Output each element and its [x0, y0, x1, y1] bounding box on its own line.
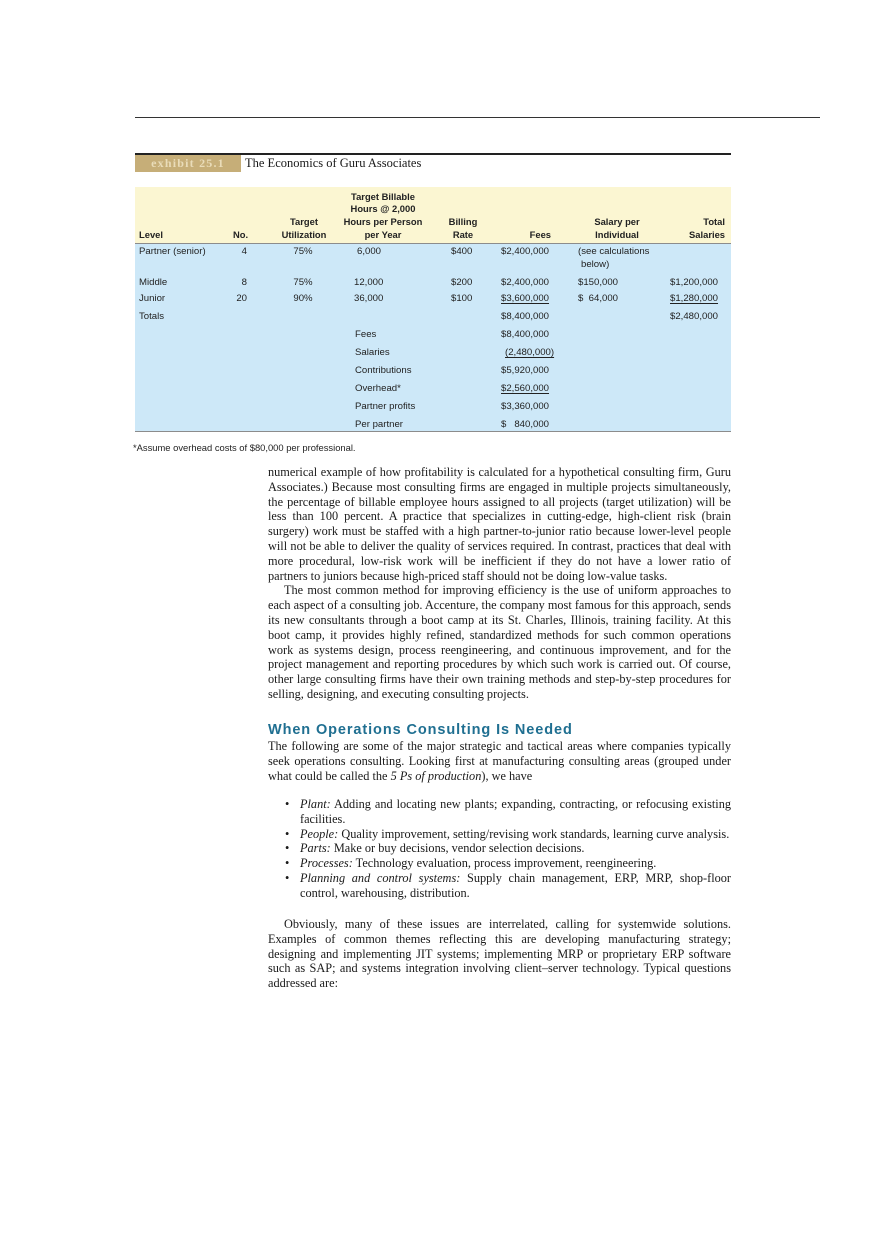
header-target-2: Utilization: [281, 229, 327, 240]
calc-fees-label: Fees: [355, 329, 377, 340]
row-partner-salary-2: below): [581, 259, 610, 270]
row-middle-level: Middle: [139, 277, 168, 288]
row-middle-no: 8: [241, 277, 247, 288]
header-rule: [135, 243, 731, 244]
table-header: [135, 187, 731, 243]
header-target-1: Target: [290, 216, 318, 227]
calc-fees-value: $8,400,000: [501, 329, 550, 340]
row-middle-rate: $200: [451, 277, 473, 288]
header-total-1: Total: [703, 216, 725, 227]
row-junior-util: 90%: [293, 293, 313, 304]
row-middle-salary: $150,000: [578, 277, 619, 288]
header-billing-1: Billing: [448, 216, 478, 227]
header-billable-3: Hours per Person: [343, 216, 423, 227]
row-middle-fees: $2,400,000: [501, 277, 550, 288]
paragraph-2: The most common method for improving efficiency is the use of uniform approaches to each aspect of a consulting job. Accenture, the company most famous for this approach, sends its new consultants through a boot camp at its St. Charles, Illinois, training facility. At this boot camp, it provides highly refined, standardized methods for such common operations work as systems design, process reengineering, and continuous improvement, and for the project management and reporting procedures by which such work is carried out. Of course, other large consulting firms have their own training methods and step-by-step procedures for selling, designing, and executing consulting projects.: [268, 583, 731, 701]
totals-fees: $8,400,000: [501, 311, 550, 322]
bullet-text: Make or buy decisions, vendor selection decisions.: [330, 841, 585, 856]
bullet-icon: •: [285, 841, 290, 856]
bullet-term: Planning and control systems:: [300, 870, 461, 885]
economics-table: [135, 187, 731, 432]
body-section-3: [268, 917, 731, 991]
bullet-term: People:: [300, 826, 339, 841]
calc-overhead-value: $2,560,000: [501, 383, 550, 394]
header-billable-1: Target Billable: [351, 191, 415, 202]
row-junior-fees: $3,600,000: [501, 293, 550, 304]
body-section-2: [268, 739, 731, 783]
list-item: [268, 797, 731, 827]
paragraph-3-text-b: ), we have: [481, 768, 533, 783]
exhibit-label: exhibit 25.1: [135, 155, 241, 172]
header-billable-2: Hours @ 2,000: [350, 203, 416, 214]
calc-partner-profits-label: Partner profits: [355, 401, 416, 412]
list-item: [268, 827, 731, 842]
header-fees: Fees: [529, 229, 551, 240]
paragraph-1: numerical example of how profitability is calculated for a hypothetical consulting firm, Guru Associates.) Because most consulting firms are engaged in multiple projects simultaneously, the percentage of billable employee hours assigned to all projects (target utilization) will be less than 100 percent. A practice that specializes in cutting-edge, high-client risk (brain surgery) work must be staffed with a high partner-to-junior ratio because lower-level people will not be able to deliver the quality of services required. In contrast, practices that deal with more procedural, low-risk work will be inefficient if they do not have a lower ratio of partners to juniors because high-priced staff should not be doing low-value tasks.: [268, 465, 731, 583]
bullet-text: Quality improvement, setting/revising work standards, learning curve analysis.: [338, 826, 730, 841]
row-partner-rate: $400: [451, 246, 473, 257]
totals-label: Totals: [139, 311, 165, 322]
table-bottom-rule: [135, 431, 731, 432]
totals-salaries: $2,480,000: [670, 311, 719, 322]
row-junior-hours: 36,000: [354, 293, 384, 304]
body-section-1: [268, 465, 731, 702]
calc-partner-profits-value: $3,360,000: [501, 401, 550, 412]
paragraph-3-emphasis: 5 Ps of production: [390, 768, 482, 783]
header-level: Level: [139, 229, 163, 240]
row-partner-util: 75%: [293, 246, 313, 257]
row-junior-level: Junior: [139, 293, 166, 304]
row-middle-hours: 12,000: [354, 277, 384, 288]
paragraph-4: Obviously, many of these issues are interrelated, calling for systemwide solutions. Examples of common themes reflecting this are developing manufacturing strategy; designing and implementing JIT systems; implementing MRP or proprietary ERP software such as SAP; and systems integration involving client–server technology. Typical questions addressed are:: [268, 917, 731, 991]
bullet-icon: •: [285, 826, 290, 841]
row-partner-fees: $2,400,000: [501, 246, 550, 257]
calc-contributions-label: Contributions: [355, 365, 412, 376]
exhibit-title: The Economics of Guru Associates: [245, 156, 422, 170]
header-no: No.: [233, 229, 249, 240]
header-billing-2: Rate: [452, 229, 474, 240]
paragraph-3: [268, 739, 731, 783]
page-top-rule: [135, 117, 820, 118]
row-partner-salary: (see calculations: [578, 246, 650, 257]
bullet-term: Plant:: [300, 797, 331, 811]
row-middle-total: $1,200,000: [670, 277, 719, 288]
paragraph-3-text-a: The following are some of the major strategic and tactical areas where companies typically seek operations consulting. Looking first at manufacturing consulting areas (grouped under what could be called the: [268, 739, 731, 783]
bullet-icon: •: [285, 870, 290, 885]
row-junior-salary: $ 64,000: [578, 293, 619, 304]
calc-salaries-value: (2,480,000): [505, 347, 555, 358]
calc-contributions-value: $5,920,000: [501, 365, 550, 376]
list-item: [268, 841, 731, 856]
calc-per-partner-label: Per partner: [355, 419, 403, 430]
table-footnote: *Assume overhead costs of $80,000 per professional.: [133, 442, 356, 453]
bullet-term: Processes:: [300, 856, 353, 871]
calc-salaries-label: Salaries: [355, 347, 390, 358]
bullet-text: Technology evaluation, process improvement, reengineering.: [352, 856, 657, 871]
production-bullet-list: [268, 797, 731, 901]
calc-overhead-label: Overhead*: [355, 383, 401, 394]
list-item: [268, 856, 731, 871]
bullet-text: Adding and locating new plants; expanding, contracting, or refocusing existing facilities.: [300, 797, 731, 826]
row-partner-level: Partner (senior): [139, 246, 206, 257]
header-salary-1: Salary per: [594, 216, 640, 227]
header-total-2: Salaries: [689, 229, 725, 240]
bullet-icon: •: [285, 856, 290, 871]
row-junior-rate: $100: [451, 293, 473, 304]
row-junior-no: 20: [236, 293, 247, 304]
header-salary-2: Individual: [595, 229, 639, 240]
header-billable-4: per Year: [364, 229, 402, 240]
row-junior-total: $1,280,000: [670, 293, 719, 304]
calc-per-partner-value: $ 840,000: [501, 419, 550, 430]
row-middle-util: 75%: [293, 277, 313, 288]
bullet-term: Parts:: [300, 841, 331, 856]
row-partner-no: 4: [241, 246, 247, 257]
bullet-text: Supply chain management, ERP, MRP, shop-floor control, warehousing, distribution.: [300, 870, 732, 900]
list-item: [268, 871, 731, 901]
section-heading: When Operations Consulting Is Needed: [268, 722, 573, 738]
bullet-icon: •: [285, 797, 290, 811]
row-partner-hours: 6,000: [357, 246, 382, 257]
